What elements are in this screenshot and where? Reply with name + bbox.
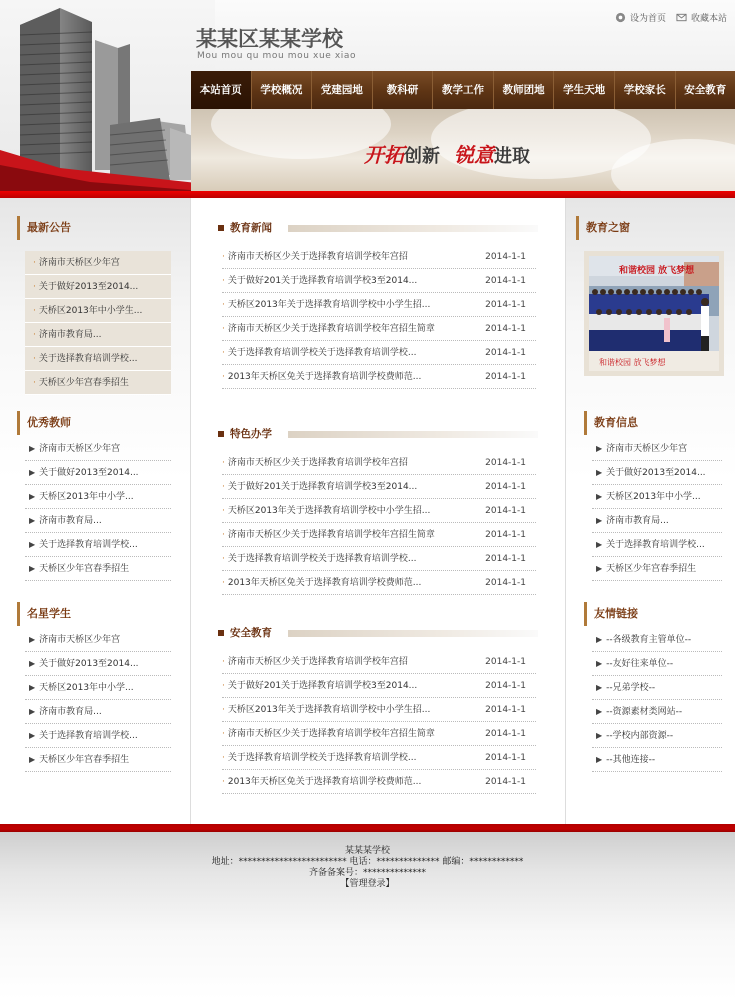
photo-frame[interactable] (584, 251, 724, 376)
list-item-text: 天桥区少年宫春季招生 (39, 755, 130, 765)
list-item[interactable]: ▶ 济南市天桥区少年宫 (25, 628, 171, 652)
news-title: 2013年天桥区免关于选择教育培训学校费师范... (227, 578, 422, 588)
news-date: 2014-1-1 (485, 705, 526, 715)
section-title-safety (218, 625, 538, 641)
news-item[interactable]: · 关于做好201关于选择教育培训学校3至2014... 2014-1-1 (222, 475, 536, 499)
news-item[interactable]: · 济南市天桥区少关于选择教育培训学校年宫招生简章 2014-1-1 (222, 523, 536, 547)
news-date: 2014-1-1 (485, 458, 526, 468)
header-red-band (0, 191, 735, 198)
nav-school-overview[interactable]: 学校概况 (252, 71, 313, 109)
friend-link-text: --各级教育主管单位-- (606, 635, 692, 645)
list-item[interactable]: ▶ 济南市教育局... (25, 700, 171, 724)
friend-link[interactable]: ▶ --友好往来单位-- (592, 652, 722, 676)
list-item-text: 济南市教育局... (606, 516, 669, 526)
safety-list (222, 650, 536, 794)
set-homepage-label: 设为首页 (629, 14, 666, 24)
news-title: 关于选择教育培训学校关于选择教育培训学校... (227, 348, 417, 358)
news-item[interactable]: · 济南市天桥区少关于选择教育培训学校年宫招生简章 2014-1-1 (222, 317, 536, 341)
list-item-text: 济南市天桥区少年宫 (39, 635, 121, 645)
site-pinyin: Mou mou qu mou mou xue xiao (197, 51, 357, 61)
list-item[interactable]: ▶ 天桥区2013年中小学... (25, 676, 171, 700)
list-item-text: 关于做好2013至2014... (606, 468, 706, 478)
news-item[interactable]: · 关于选择教育培训学校关于选择教育培训学校... 2014-1-1 (222, 341, 536, 365)
list-item-text: 天桥区少年宫春季招生 (39, 564, 130, 574)
news-title: 2013年天桥区免关于选择教育培训学校费师范... (227, 777, 422, 787)
news-title: 济南市天桥区少关于选择教育培训学校年宫招 (227, 252, 408, 262)
list-item-text: 济南市天桥区少年宫 (606, 444, 688, 454)
news-date: 2014-1-1 (485, 578, 526, 588)
news-date: 2014-1-1 (485, 276, 526, 286)
news-item[interactable]: · 2013年天桥区免关于选择教育培训学校费师范... 2014-1-1 (222, 770, 536, 794)
bookmark-link[interactable] (676, 11, 727, 24)
list-item-text: 关于选择教育培训学校... (39, 540, 138, 550)
list-item-text: 天桥区2013年中小学... (39, 683, 134, 693)
notice-item[interactable]: · 关于做好2013至2014... (25, 275, 171, 299)
footer-red-band (0, 824, 735, 832)
students-list (25, 628, 171, 772)
news-item[interactable]: · 济南市天桥区少关于选择教育培训学校年宫招 2014-1-1 (222, 451, 536, 475)
nav-home[interactable]: 本站首页 (191, 71, 252, 109)
teachers-title: 优秀教师 (17, 411, 71, 435)
friend-link[interactable]: ▶ --学校内部资源-- (592, 724, 722, 748)
news-title: 济南市天桥区少关于选择教育培训学校年宫招生简章 (227, 729, 435, 739)
news-item[interactable]: · 济南市天桥区少关于选择教育培训学校年宫招 2014-1-1 (222, 245, 536, 269)
info-title: 教育信息 (584, 411, 638, 435)
list-item-text: 关于选择教育培训学校... (606, 540, 705, 550)
notice-text: 济南市天桥区少年宫 (38, 258, 120, 268)
friend-link-text: --友好往来单位-- (606, 659, 674, 669)
slogan-word-1: 开拓 (364, 143, 404, 167)
list-item[interactable]: ▶ 天桥区少年宫春季招生 (25, 557, 171, 581)
friend-link-text: --兄弟学校-- (606, 683, 656, 693)
news-item[interactable]: · 2013年天桥区免关于选择教育培训学校费师范... 2014-1-1 (222, 571, 536, 595)
notice-item[interactable]: · 天桥区少年宫春季招生 (25, 371, 171, 395)
news-date: 2014-1-1 (485, 657, 526, 667)
news-item[interactable]: · 天桥区2013年关于选择教育培训学校中小学生招... 2014-1-1 (222, 698, 536, 722)
news-date: 2014-1-1 (485, 554, 526, 564)
banner (191, 109, 735, 191)
notice-item[interactable]: · 济南市天桥区少年宫 (25, 251, 171, 275)
list-item-text: 天桥区2013年中小学... (39, 492, 134, 502)
list-item[interactable]: ▶ 天桥区2013年中小学... (25, 485, 171, 509)
news-date: 2014-1-1 (485, 300, 526, 310)
news-title: 天桥区2013年关于选择教育培训学校中小学生招... (227, 506, 431, 516)
nav-research[interactable]: 教科研 (373, 71, 434, 109)
banner-slogan (364, 139, 544, 168)
info-list (592, 437, 722, 581)
friend-links-list (592, 628, 722, 772)
slogan-word-3: 锐意 (454, 143, 494, 167)
list-item[interactable]: ▶ 济南市教育局... (592, 509, 722, 533)
nav-parents[interactable]: 学校家长 (615, 71, 676, 109)
news-list (222, 245, 536, 389)
footer (0, 832, 735, 1000)
notice-item[interactable]: · 天桥区2013年中小学生... (25, 299, 171, 323)
news-item[interactable]: · 天桥区2013年关于选择教育培训学校中小学生招... 2014-1-1 (222, 293, 536, 317)
list-item[interactable]: ▶ 关于做好2013至2014... (25, 461, 171, 485)
list-item-text: 关于选择教育培训学校... (39, 731, 138, 741)
news-title: 关于选择教育培训学校关于选择教育培训学校... (227, 554, 417, 564)
notice-text: 天桥区少年宫春季招生 (38, 378, 129, 388)
friend-link[interactable]: ▶ --资源素材类网站-- (592, 700, 722, 724)
slogan-word-2: 创新 (404, 146, 440, 167)
photo-title: 教育之窗 (576, 216, 630, 240)
footer-school-name: 某某某学校 (344, 846, 390, 856)
notice-list (25, 251, 171, 395)
news-date: 2014-1-1 (485, 252, 526, 262)
news-date: 2014-1-1 (485, 729, 526, 739)
notice-text: 关于选择教育培训学校... (38, 354, 138, 364)
photo-caption: 和谐校园 放飞梦想 (599, 358, 666, 367)
svg-text:和谐校园 放飞梦想: 和谐校园 放飞梦想 (619, 266, 695, 276)
school-photo (589, 256, 719, 371)
news-title: 天桥区2013年关于选择教育培训学校中小学生招... (227, 705, 431, 715)
teachers-list (25, 437, 171, 581)
mail-icon (676, 12, 687, 23)
notice-text: 天桥区2013年中小学生... (38, 306, 143, 316)
news-date: 2014-1-1 (485, 753, 526, 763)
news-date: 2014-1-1 (485, 348, 526, 358)
list-item[interactable]: ▶ 济南市教育局... (25, 509, 171, 533)
news-title: 济南市天桥区少关于选择教育培训学校年宫招生简章 (227, 324, 435, 334)
news-title: 关于选择教育培训学校关于选择教育培训学校... (227, 753, 417, 763)
news-date: 2014-1-1 (485, 777, 526, 787)
news-date: 2014-1-1 (485, 482, 526, 492)
slogan-word-4: 进取 (494, 146, 530, 167)
news-item[interactable]: · 济南市天桥区少关于选择教育培训学校年宫招 2014-1-1 (222, 650, 536, 674)
list-item[interactable]: ▶ 济南市天桥区少年宫 (592, 437, 722, 461)
students-title: 名星学生 (17, 602, 71, 626)
list-item[interactable]: ▶ 关于做好2013至2014... (25, 652, 171, 676)
footer-address: 地址：************************ 电话：************** 邮编：************ (211, 857, 524, 867)
news-date: 2014-1-1 (485, 372, 526, 382)
list-item-text: 济南市天桥区少年宫 (39, 444, 121, 454)
news-title: 关于做好201关于选择教育培训学校3至2014... (227, 276, 418, 286)
news-date: 2014-1-1 (485, 324, 526, 334)
notice-title: 最新公告 (17, 216, 71, 240)
friend-link-text: --学校内部资源-- (606, 731, 674, 741)
notice-text: 济南市教育局... (38, 330, 102, 340)
nav-teaching[interactable]: 教学工作 (433, 71, 494, 109)
notice-text: 关于做好2013至2014... (38, 282, 139, 292)
news-item[interactable]: · 天桥区2013年关于选择教育培训学校中小学生招... 2014-1-1 (222, 499, 536, 523)
list-item-text: 天桥区2013年中小学... (606, 492, 701, 502)
news-item[interactable]: · 关于选择教育培训学校关于选择教育培训学校... 2014-1-1 (222, 547, 536, 571)
home-settings-icon (615, 12, 626, 23)
nav-safety[interactable]: 安全教育 (684, 84, 727, 96)
list-item[interactable]: ▶ 关于选择教育培训学校... (25, 724, 171, 748)
news-item[interactable]: · 关于做好201关于选择教育培训学校3至2014... 2014-1-1 (222, 269, 536, 293)
list-item[interactable]: ▶ 天桥区2013年中小学... (592, 485, 722, 509)
list-item[interactable]: ▶ 关于做好2013至2014... (592, 461, 722, 485)
list-item[interactable]: ▶ 关于选择教育培训学校... (25, 533, 171, 557)
friend-link[interactable]: ▶ --兄弟学校-- (592, 676, 722, 700)
list-item[interactable]: ▶ 天桥区少年宫春季招生 (592, 557, 722, 581)
news-title: 关于做好201关于选择教育培训学校3至2014... (227, 681, 418, 691)
news-item[interactable]: · 济南市天桥区少关于选择教育培训学校年宫招生简章 2014-1-1 (222, 722, 536, 746)
news-item[interactable]: · 关于选择教育培训学校关于选择教育培训学校... 2014-1-1 (222, 746, 536, 770)
nav-party-building[interactable]: 党建园地 (312, 71, 373, 109)
admin-login-link[interactable]: 【管理登录】 (340, 879, 395, 889)
list-item[interactable]: ▶ 济南市天桥区少年宫 (25, 437, 171, 461)
news-date: 2014-1-1 (485, 530, 526, 540)
nav-teachers[interactable]: 教师团地 (494, 71, 555, 109)
building-image (0, 0, 215, 198)
links-title: 友情链接 (584, 602, 638, 626)
news-title: 济南市天桥区少关于选择教育培训学校年宫招 (227, 657, 408, 667)
friend-link[interactable]: ▶ --各级教育主管单位-- (592, 628, 722, 652)
news-date: 2014-1-1 (485, 681, 526, 691)
news-title: 2013年天桥区免关于选择教育培训学校费师范... (227, 372, 422, 382)
friend-link[interactable]: ▶ --其他连接-- (592, 748, 722, 772)
notice-item[interactable]: · 济南市教育局... (25, 323, 171, 347)
section-title-news (218, 220, 538, 236)
section-title-text: 安全教育 (230, 627, 272, 639)
notice-item[interactable]: · 关于选择教育培训学校... (25, 347, 171, 371)
list-item-text: 天桥区少年宫春季招生 (606, 564, 697, 574)
features-list (222, 451, 536, 595)
list-item[interactable]: ▶ 天桥区少年宫春季招生 (25, 748, 171, 772)
header (0, 0, 735, 198)
top-links (615, 11, 727, 24)
news-item[interactable]: · 2013年天桥区免关于选择教育培训学校费师范... 2014-1-1 (222, 365, 536, 389)
news-item[interactable]: · 关于做好201关于选择教育培训学校3至2014... 2014-1-1 (222, 674, 536, 698)
list-item[interactable]: ▶ 关于选择教育培训学校... (592, 533, 722, 557)
section-title-features (218, 426, 538, 442)
friend-link-text: --其他连接-- (606, 755, 656, 765)
list-item-text: 济南市教育局... (39, 707, 102, 717)
list-item-text: 关于做好2013至2014... (39, 468, 139, 478)
bookmark-label: 收藏本站 (690, 14, 727, 24)
friend-link-text: --资源素材类网站-- (606, 707, 683, 717)
footer-icp: 齐备备案号：************** (308, 868, 426, 878)
section-title-text: 特色办学 (230, 428, 272, 440)
site-title: 某某区某某学校 (196, 27, 343, 51)
set-homepage-link[interactable] (615, 11, 666, 24)
list-item-text: 济南市教育局... (39, 516, 102, 526)
news-date: 2014-1-1 (485, 506, 526, 516)
news-title: 关于做好201关于选择教育培训学校3至2014... (227, 482, 418, 492)
list-item-text: 关于做好2013至2014... (39, 659, 139, 669)
nav-students[interactable]: 学生天地 (554, 71, 615, 109)
news-title: 济南市天桥区少关于选择教育培训学校年宫招 (227, 458, 408, 468)
section-title-text: 教育新闻 (230, 222, 272, 234)
news-title: 济南市天桥区少关于选择教育培训学校年宫招生简章 (227, 530, 435, 540)
main-nav (191, 71, 735, 109)
news-title: 天桥区2013年关于选择教育培训学校中小学生招... (227, 300, 431, 310)
